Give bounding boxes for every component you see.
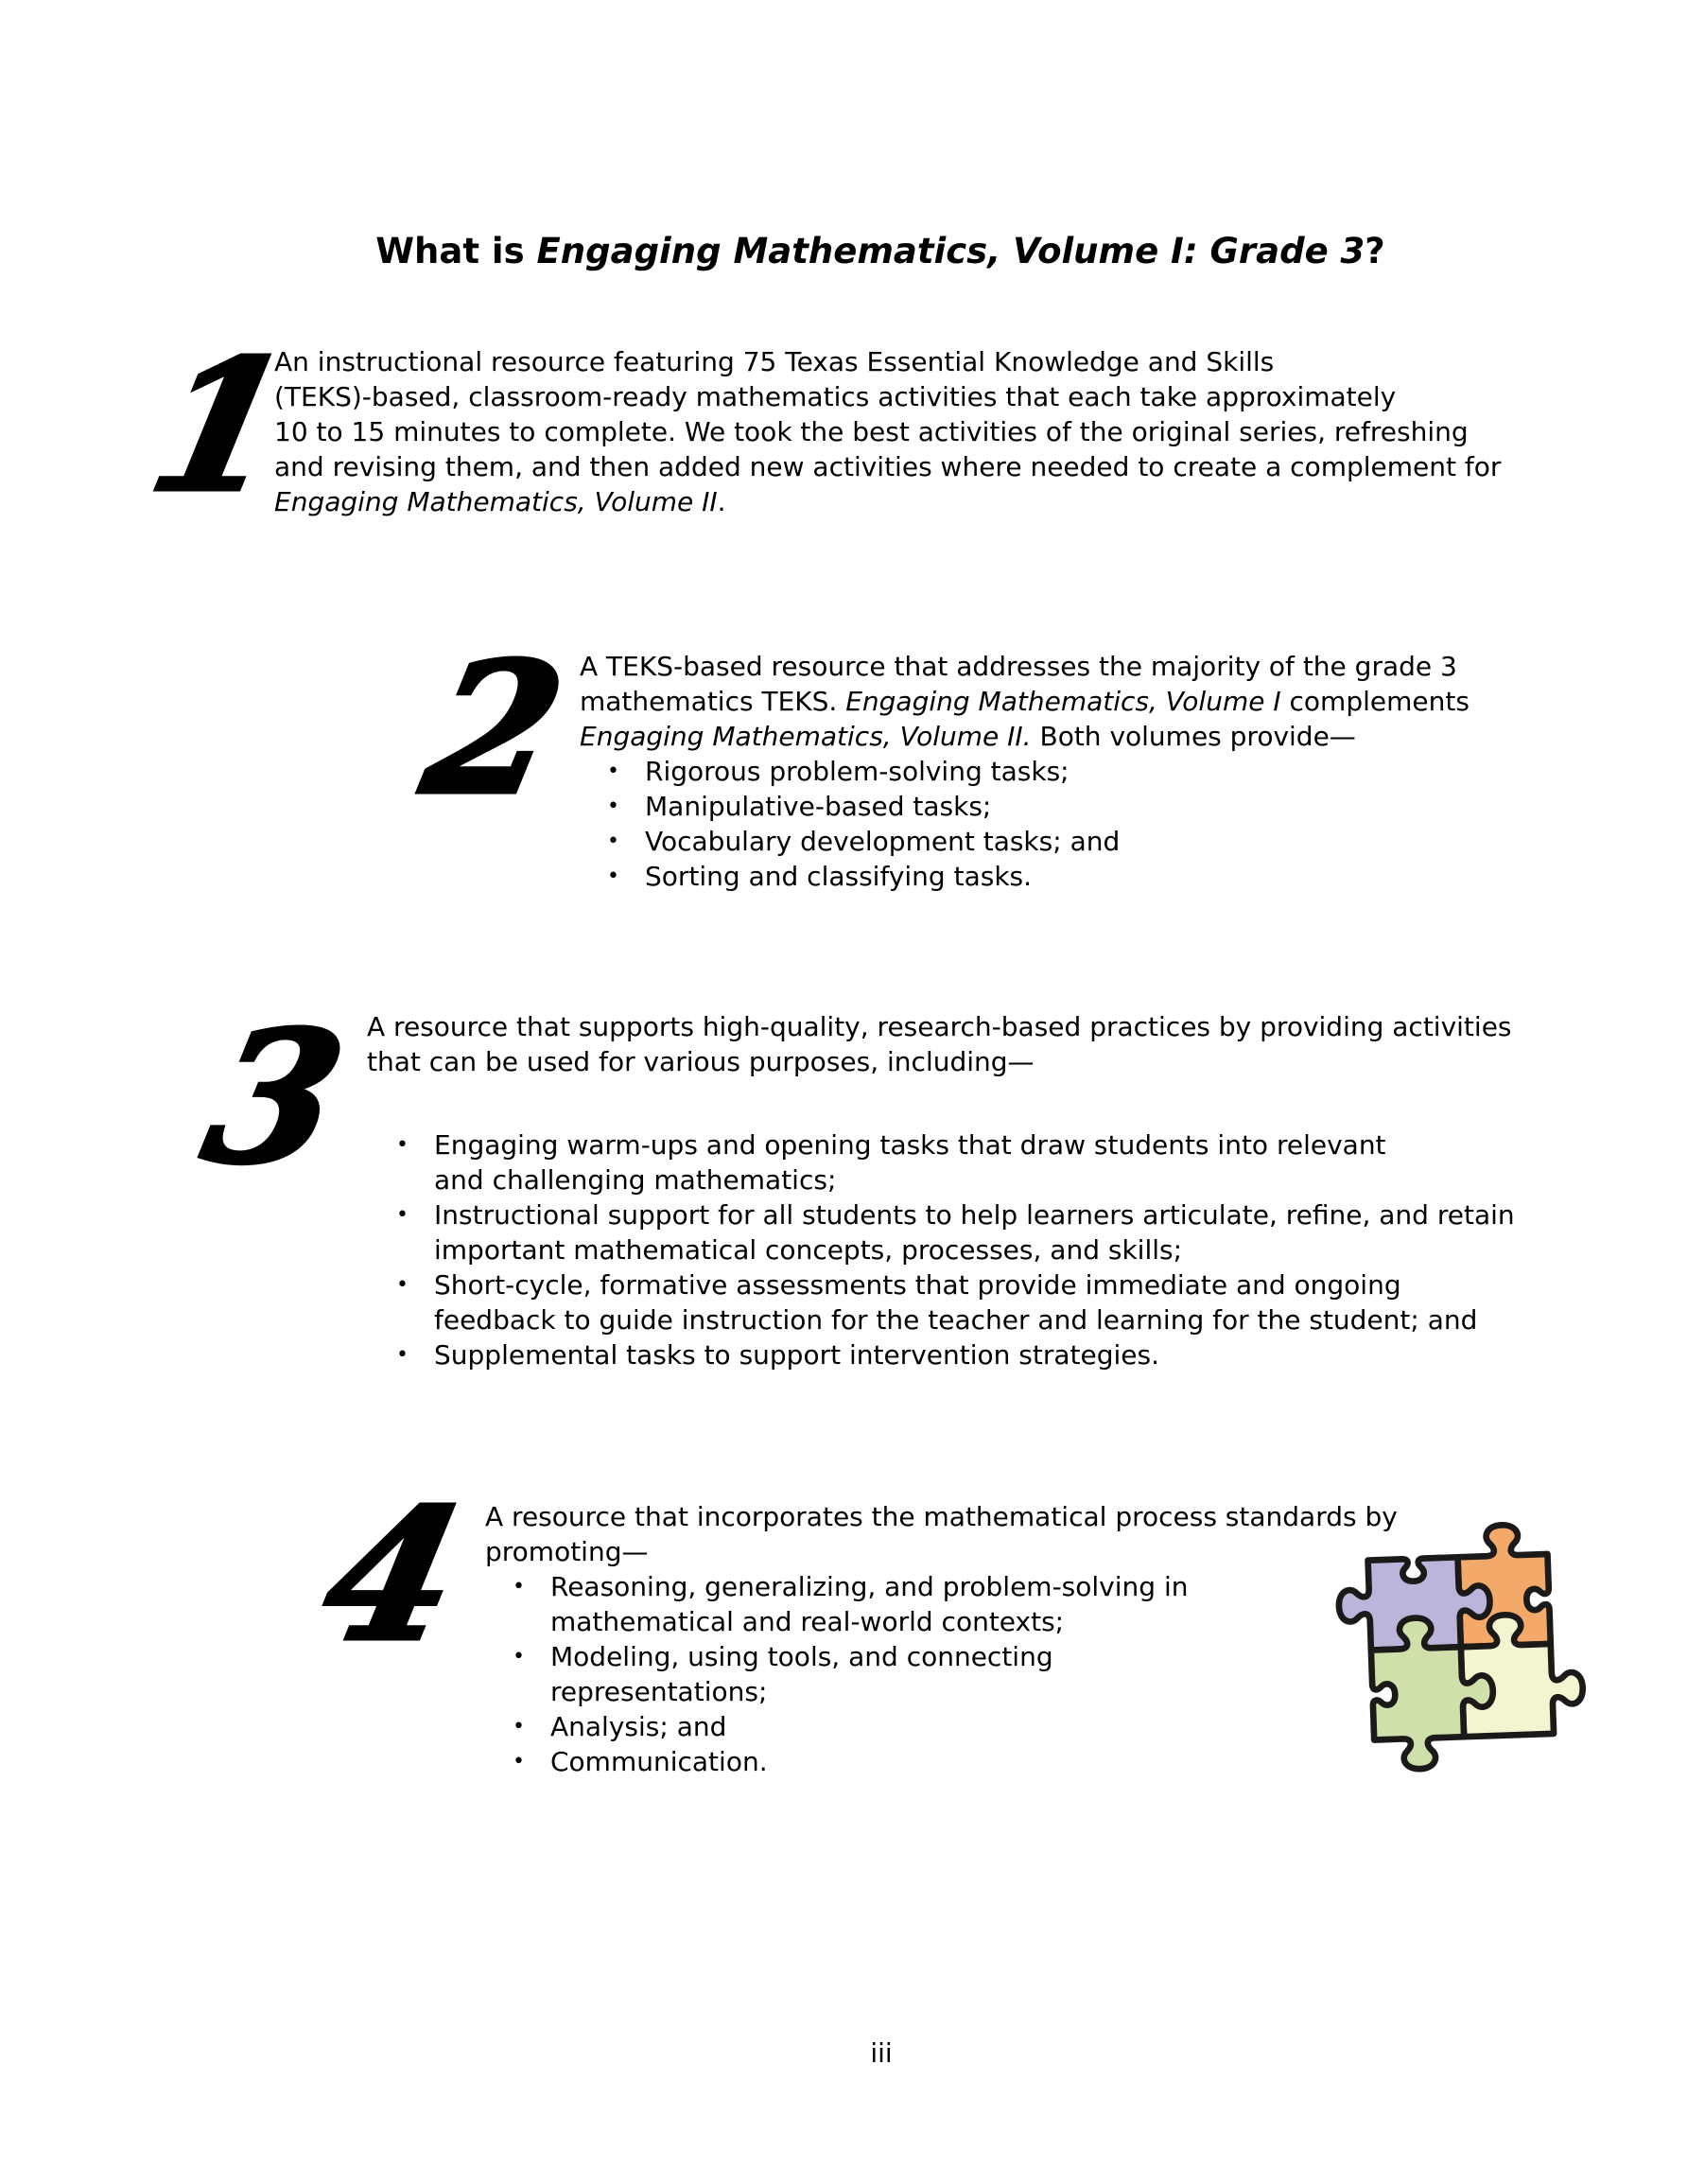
bullet-item [513, 1639, 1398, 1709]
page-title-book-name: Engaging Mathematics, Volume I: Grade 3 [536, 231, 1365, 271]
paragraph-line: A resource that supports high-quality, research-based practices by providing activities [367, 1011, 1512, 1042]
bullet-text: Vocabulary development tasks; and [645, 826, 1121, 857]
bullet-item [396, 1337, 1515, 1372]
bullet-text: Instructional support for all students to help learners articulate, refine, and retain important mathematical concepts, processes, and skills; [434, 1199, 1515, 1266]
section-number-2: 2 [409, 623, 580, 834]
bullet-text: Short-cycle, formative assessments that provide immediate and ongoing feedback to guide instruction for the teacher and learning for the student; and [434, 1269, 1478, 1336]
bullet-text: Manipulative-based tasks; [645, 791, 992, 822]
section-paragraph [367, 1009, 1515, 1079]
bullet-text: Sorting and classifying tasks. [645, 861, 1033, 892]
section-paragraph [485, 1499, 1398, 1569]
bullet-item [396, 1267, 1515, 1337]
paragraph-line: A TEKS-based resource that addresses the majority of the grade 3 [580, 651, 1457, 682]
paragraph-line: that can be used for various purposes, including— [367, 1046, 1035, 1077]
bullet-icon: • [513, 1750, 525, 1773]
bullet-list [513, 1569, 1398, 1779]
bullet-item [607, 824, 1470, 859]
page-number: iii [870, 2037, 893, 2069]
bullet-list [607, 754, 1470, 894]
paragraph-line: and revising them, and then added new activities where needed to create a complement for [274, 451, 1502, 482]
paragraph-line: A resource that incorporates the mathematical process standards by [485, 1501, 1398, 1532]
paragraph-line: An instructional resource featuring 75 Texas Essential Knowledge and Skills [274, 346, 1275, 377]
bullet-text: Engaging warm-ups and opening tasks that draw students into relevant and challenging mathematics; [434, 1129, 1386, 1196]
bullet-item [513, 1709, 1398, 1744]
bullet-icon: • [607, 865, 619, 888]
section-number-4: 4 [307, 1470, 478, 1681]
paragraph-line: 10 to 15 minutes to complete. We took the best activities of the original series, refreshing [274, 416, 1469, 447]
bullet-icon: • [396, 1203, 409, 1227]
bullet-text: Analysis; and [550, 1711, 727, 1742]
bullet-text: Rigorous problem-solving tasks; [645, 756, 1070, 787]
bullet-item [607, 754, 1470, 789]
bullet-text: Modeling, using tools, and connecting representations; [550, 1641, 1053, 1707]
page-title-suffix: ? [1365, 231, 1385, 271]
section-paragraph [274, 344, 1501, 519]
puzzle-pieces-icon [1335, 1519, 1587, 1784]
bullet-icon: • [396, 1343, 409, 1367]
bullet-item [607, 789, 1470, 824]
paragraph-line: Engaging Mathematics, Volume II. [274, 486, 726, 517]
section-1 [274, 344, 1501, 519]
section-3 [367, 1009, 1515, 1372]
page-title [0, 230, 1687, 273]
section-number-1: 1 [135, 321, 305, 532]
bullet-item [607, 859, 1470, 894]
bullet-text: Communication. [550, 1746, 768, 1777]
bullet-text: Reasoning, generalizing, and problem-solving in mathematical and real-world contexts; [550, 1571, 1189, 1637]
bullet-item [513, 1569, 1398, 1639]
bullet-icon: • [513, 1575, 525, 1599]
section-paragraph [580, 649, 1470, 754]
bullet-item [396, 1197, 1515, 1267]
bullet-icon: • [513, 1645, 525, 1669]
bullet-icon: • [396, 1133, 409, 1157]
bullet-item [396, 1127, 1515, 1197]
puzzle-pieces-illustration [1335, 1519, 1587, 1784]
bullet-icon: • [607, 760, 619, 783]
bullet-icon: • [513, 1715, 525, 1738]
section-2 [580, 649, 1470, 894]
bullet-list [396, 1127, 1515, 1372]
paragraph-line: (TEKS)-based, classroom-ready mathematics activities that each take approximately [274, 381, 1397, 412]
section-number-3: 3 [189, 992, 359, 1203]
paragraph-line: promoting— [485, 1536, 649, 1567]
page-title-prefix: What is [375, 231, 537, 271]
bullet-item [513, 1744, 1398, 1779]
bullet-icon: • [396, 1273, 409, 1297]
bullet-icon: • [607, 795, 619, 818]
paragraph-line: Engaging Mathematics, Volume II. Both volumes provide— [580, 721, 1356, 752]
bullet-text: Supplemental tasks to support intervention strategies. [434, 1339, 1160, 1371]
paragraph-line: mathematics TEKS. Engaging Mathematics, Volume I complements [580, 686, 1470, 717]
bullet-icon: • [607, 830, 619, 853]
section-4 [485, 1499, 1398, 1779]
